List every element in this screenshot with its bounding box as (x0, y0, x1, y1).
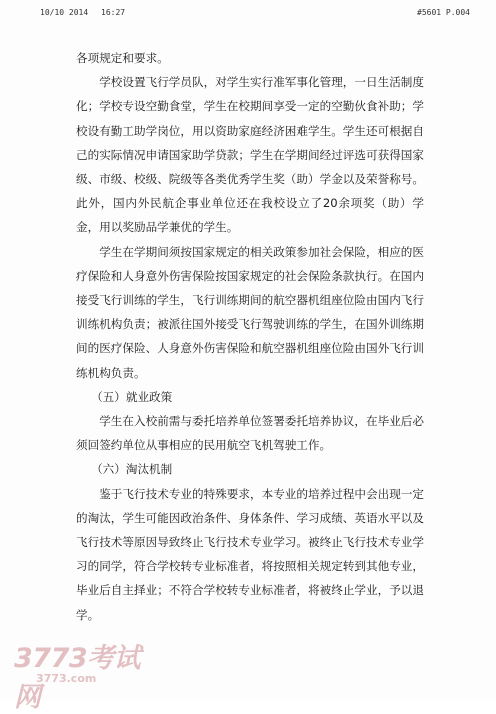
document-body (76, 46, 424, 627)
paragraph-elimination: 鉴于飞行技术专业的特殊要求，本专业的培养过程中会出现一定的淘汰，学生可能因政治条件、身体条件、学习成绩、英语水平以及飞行技术等原因导致终止飞行技术专业学习。被终止飞行技术专业学习的同学，符合学校转专业标准者，将按照相关规定转到其他专业，毕业后自主择业；不符合学校转专业标准者，将被终止学业，予以退学。 (76, 486, 424, 622)
fax-page-code: #5601 P.004 (417, 8, 470, 17)
section-heading-employment: （五）就业政策 (91, 389, 173, 404)
paragraph-insurance: 学生在学期间须按国家规定的相关政策参加社会保险，相应的医疗保险和人身意外伤害保险按国家规定的社会保险条款执行。在国内接受飞行训练的学生，飞行训练期间的航空器机组座位险由国内飞行训练机构负责；被派往国外接受飞行驾驶训练的学生，在国外训练期间的医疗保险、人身意外伤害保险和航空器机组座位险由国外飞行训练机构负责。 (76, 244, 424, 380)
watermark-url: 3773.com (36, 672, 97, 685)
site-watermark (14, 636, 164, 713)
fax-date: 10/10 2014 (40, 8, 89, 17)
paragraph-employment: 学生在入校前需与委托培养单位签署委托培养协议，在毕业后必须回签约单位从事相应的民用航空飞机驾驶工作。 (76, 414, 424, 453)
watermark-logo-text: 3773考试网 (14, 643, 141, 713)
section-heading-elimination: （六）淘汰机制 (91, 462, 173, 477)
fax-header (40, 8, 470, 17)
fax-time: 16:27 (101, 8, 126, 17)
paragraph-student-management: 学校设置飞行学员队，对学生实行准军事化管理，一日生活制度化；学校专设空勤食堂，学生在校期间享受一定的空勤伙食补助；学校设有勤工助学岗位，用以资助家庭经济困难学生。学生还可根据自己的实际情况申请国家助学贷款；学生在学期间经过评选可获得国家级、市级、校级、院级等各类优秀学生奖（助）学金以及荣誉称号。此外，国内外民航企事业单位还在我校设立了20余项奖（助）学金，用以奖励品学兼优的学生。 (76, 75, 424, 235)
paragraph-continuation: 各项规定和要求。 (76, 51, 169, 65)
fax-timestamp (40, 8, 133, 17)
